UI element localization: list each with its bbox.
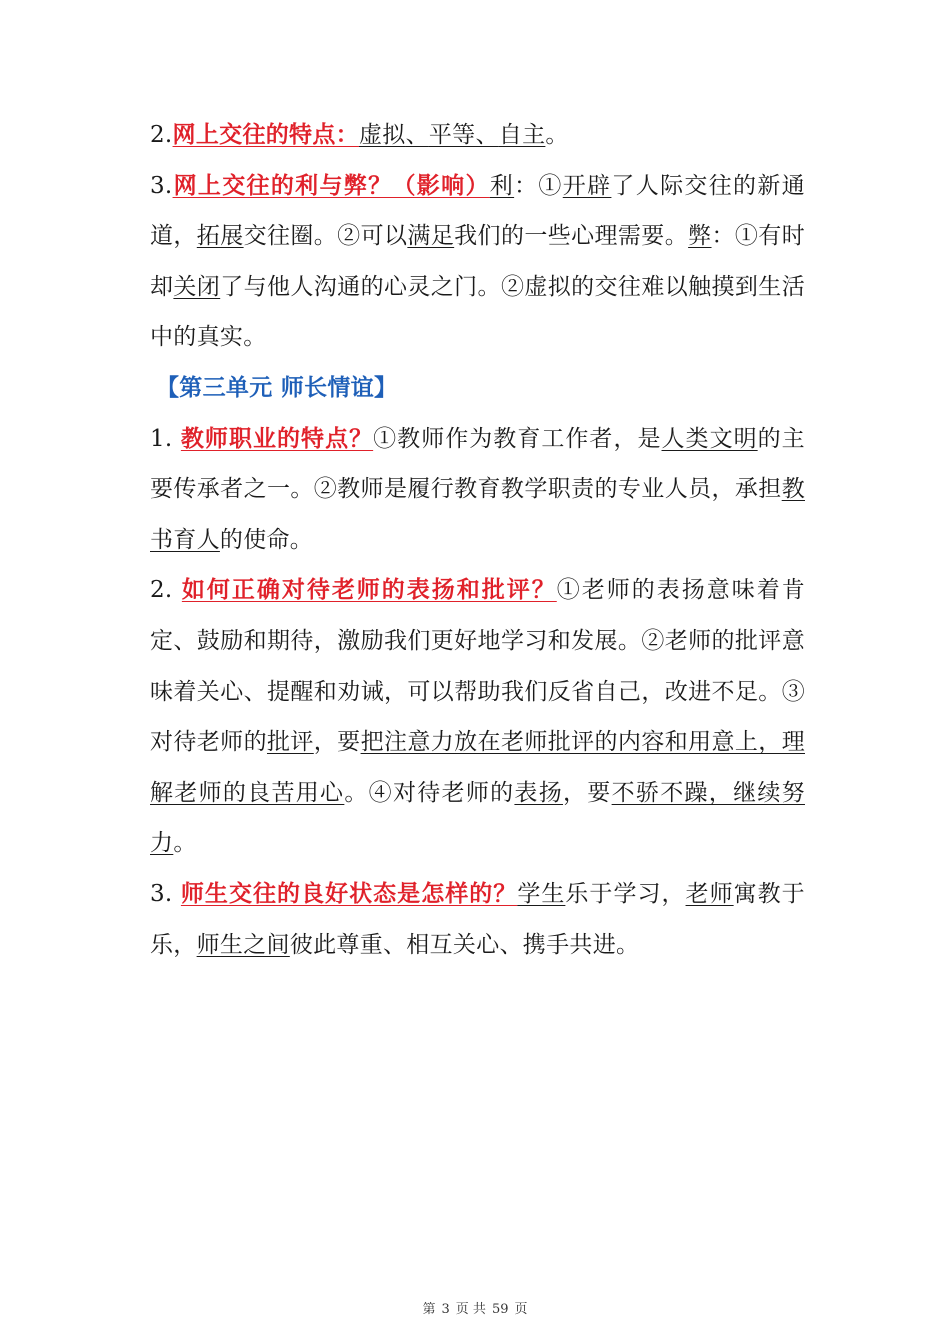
current-page-number: 3: [441, 1302, 450, 1317]
keyword: 教书育人: [150, 476, 805, 553]
page-footer: [0, 1298, 950, 1317]
item-number: 1.: [150, 425, 173, 452]
question-title: 如何正确对待老师的表扬和批评？: [181, 576, 557, 604]
body-text: ，要: [313, 729, 361, 756]
item-number: 3.: [150, 880, 173, 907]
separator: 、: [405, 122, 429, 148]
total-pages-number: 59: [491, 1302, 509, 1317]
body-text: 的主要传承者之一。②教师是履行教育教学职责的专业人员，承担: [150, 425, 805, 503]
question-title: 师生交往的良好状态是怎样的？: [180, 879, 518, 907]
body-text: ①教师作为教育工作者，是: [373, 425, 662, 452]
keyword: 开辟: [562, 172, 612, 199]
pros-label: 利: [489, 172, 515, 199]
body-text: 我们的一些心理需要。: [454, 223, 689, 250]
cons-label: 弊: [688, 223, 712, 250]
answer-keyword: 自主: [498, 122, 546, 148]
body-text: 的使命。: [219, 526, 314, 553]
item-number: 3.: [150, 172, 173, 199]
body-text: 彼此尊重、相互关心、携手共进。: [289, 931, 640, 958]
body-text: ，要: [563, 779, 612, 806]
keyword: 学生: [517, 880, 566, 907]
keyword: 表扬: [514, 779, 564, 806]
question-title: 网上交往的特点：: [172, 121, 359, 148]
footer-label: 第: [422, 1302, 436, 1317]
sentence-end: 。: [545, 122, 569, 148]
body-text: 交往圈。②可以: [243, 223, 408, 250]
keyword: 不骄不躁，继续努力: [150, 779, 805, 857]
keyword: 师生之间: [196, 931, 290, 958]
item-number: 2.: [150, 122, 173, 148]
keyword: 满足: [407, 223, 455, 250]
body-text: ：①有时却: [150, 223, 805, 300]
paragraph-teacher-profession: [150, 414, 805, 566]
body-text: 了与他人沟通的心灵之门。②虚拟的交往难以触摸到生活中的真实。: [150, 273, 805, 351]
footer-label: 页: [514, 1302, 528, 1317]
keyword: 把注意力放在老师批评的内容和用意上，理解老师的良苦用心: [150, 729, 805, 806]
document-page: [150, 110, 805, 970]
body-text: 了人际交往的新通道，: [150, 172, 805, 250]
question-title: 教师职业的特点？: [180, 424, 374, 452]
separator: 、: [475, 122, 499, 148]
answer-keyword: 平等: [428, 122, 476, 148]
footer-label: 页 共: [455, 1302, 486, 1317]
body-text: 。: [173, 830, 197, 857]
keyword: 拓展: [196, 223, 244, 250]
body-text: ①老师的表扬意味着肯定、鼓励和期待，激励我们更好地学习和发展。②老师的批评意味着关心、提醒和劝诫，可以帮助我们反省自己，改进不足。③对待老师的: [150, 577, 806, 756]
keyword: 关闭: [173, 273, 221, 300]
keyword: 批评: [266, 729, 314, 756]
paragraph-online-features: [150, 110, 805, 161]
body-text: 乐于学习，: [565, 880, 686, 907]
item-number: 2.: [150, 577, 173, 604]
keyword: 人类文明: [661, 425, 758, 452]
body-text: ：①: [514, 172, 563, 199]
answer-keyword: 虚拟: [358, 122, 406, 148]
question-title: 网上交往的利与弊？（影响）: [172, 171, 490, 199]
paragraph-praise-criticism: [150, 565, 805, 869]
body-text: 寓教于乐，: [150, 880, 805, 958]
body-text: 。④对待老师的: [344, 779, 515, 806]
paragraph-online-pros-cons: [150, 161, 805, 363]
section-heading: 【第三单元 师长情谊】: [156, 373, 398, 401]
keyword: 老师: [685, 880, 734, 907]
paragraph-teacher-student: [150, 869, 805, 970]
